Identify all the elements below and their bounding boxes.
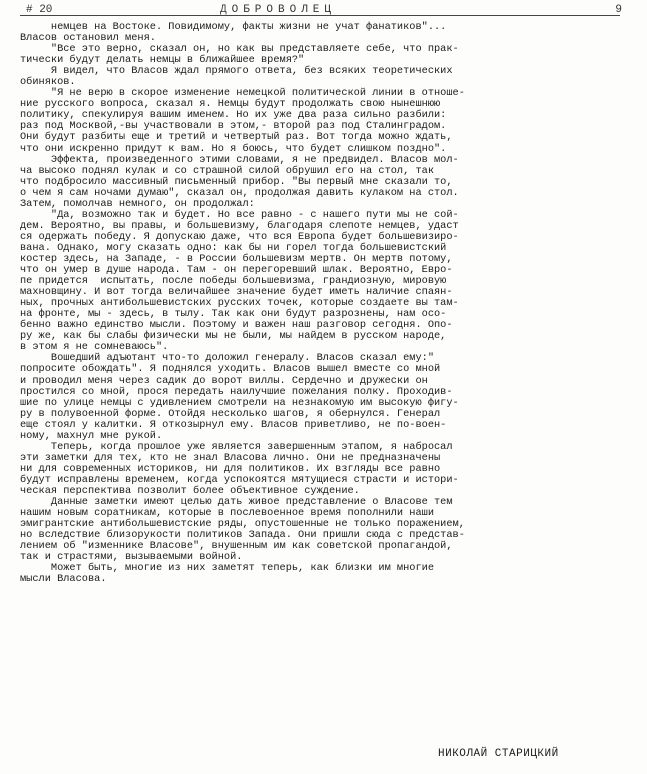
text-line: ческая перспектива позволит более объективное суждение.: [20, 484, 360, 497]
text-line: немцев на Востоке. Повидимому, факты жизни не учат фанатиков"...: [20, 21, 447, 33]
text-line: что подбросило массивный письменный прибор. "Вы первый мне сказали то,: [20, 175, 453, 188]
article-body: [20, 22, 632, 585]
text-line: эмигрантские антибольшевистские ряды, опустошенные не только поражением,: [20, 518, 465, 531]
text-line: но вследствие близорукости политиков Запада. Они пришли сюда с представ-: [20, 529, 465, 542]
text-line: тически будут делать немцы в ближайшее время?": [20, 54, 305, 67]
text-line: и проводил меня через садик до ворот виллы. Сердечно и дружески он: [20, 374, 428, 387]
text-line: Затем, помолчав немного, он продолжал:: [20, 197, 255, 210]
text-line: лением об "изменнике Власове", внушенным им как советской пропагандой,: [20, 540, 453, 553]
text-line: Теперь, когда прошлое уже является завершенным этапом, я набросал: [20, 440, 453, 453]
text-line: на фронте, мы - здесь, в тылу. Так как они будут разрознены, нам осо-: [20, 308, 447, 321]
text-line: ру в полувоенной форме. Отойдя несколько шагов, я обернулся. Генерал: [20, 407, 441, 420]
text-line: в этом я не сомневаюсь".: [20, 341, 169, 354]
text-line: Может быть, многие из них заметят теперь, как близки им многие: [20, 562, 435, 575]
text-line: шие по улице немцы с удивлением смотрели на незнакомую им высокую фигу-: [20, 396, 459, 409]
text-line: ся одержать победу. Я допускаю даже, что вся Европа будет большевизиро-: [20, 230, 459, 243]
text-line: Власов остановил меня.: [20, 32, 156, 45]
text-line: эти заметки для тех, кто не знал Власова лично. Они не предназначены: [20, 451, 441, 464]
text-line: что он умер в душе народа. Там - он перегоревший шлак. Вероятно, Евро-: [20, 264, 453, 277]
issue-number: # 20: [26, 4, 53, 16]
text-line: "Я не верю в скорое изменение немецкой политической линии в отноше-: [20, 87, 465, 100]
text-line: махновщину. И вот тогда величайшее значение будет иметь наличие спаян-: [20, 286, 453, 299]
text-line: бенно важно единство мысли. Поэтому и важен наш разговор сегодня. Опо-: [20, 319, 453, 332]
text-line: дем. Вероятно, вы правы, и большевизму, благодаря слепоте немцев, удаст: [20, 219, 459, 232]
text-line: Вошедший адъютант что-то доложил генералу. Власов сказал ему:": [20, 352, 435, 365]
text-line: политику, спекулируя вашим именем. Но их уже два раза сильно разбили:: [20, 109, 447, 122]
text-line: еще стоял у калитки. Я откозырнул ему. Власов приветливо, не по-воен-: [20, 418, 447, 431]
page-number: 9: [615, 4, 622, 16]
author-signature: НИКОЛАЙ СТАРИЦКИЙ: [438, 748, 559, 760]
text-line: попросите обождать". Я поднялся уходить. Власов вышел вместе со мной: [20, 363, 441, 376]
text-line: Они будут разбиты еще и третий и четвертый раз. Вот тогда можно ждать,: [20, 131, 453, 144]
text-line: ни для современных историков, ни для политиков. Их взгляды все равно: [20, 462, 441, 475]
header-rule: [20, 15, 620, 16]
journal-title: ДОБРОВОЛЕЦ: [220, 4, 337, 16]
text-line: костер здесь, на Западе, - в России большевизм мертв. Он мертв потому,: [20, 252, 453, 265]
text-line: мысли Власова.: [20, 573, 107, 586]
text-line: так и страстями, вызываемыми войной.: [20, 551, 243, 564]
text-line: простился со мной, прося передать наилучшие пожелания полку. Проходив-: [20, 385, 453, 398]
text-line: ному, махнул мне рукой.: [20, 429, 163, 442]
text-line: Эффекта, произведенного этими словами, я не предвидел. Власов мол-: [20, 153, 459, 166]
text-line: что они искренно придут к вам. Но я боюсь, что будет слишком поздно".: [20, 142, 447, 155]
text-line: ча высоко поднял кулак и со страшной силой обрушил его на стол, так: [20, 164, 435, 177]
text-line: обиняков.: [20, 76, 76, 89]
text-line: нашим новым соратникам, которые в послевоенное время пополнили наши: [20, 507, 435, 520]
text-line: будут исправлены временем, когда успокоятся мятущиеся страсти и истори-: [20, 473, 459, 486]
text-line: Я видел, что Власов ждал прямого ответа, без всяких теоретических: [20, 65, 453, 78]
text-line: вана. Однако, могу сказать одно: как бы ни горел тогда большевистский: [20, 241, 447, 254]
text-line: ных, прочных антибольшевистских русских точек, которые создаете вы там-: [20, 297, 459, 310]
text-line: раз под Москвой,-вы участвовали в этом,- второй раз под Сталинградом.: [20, 120, 447, 133]
text-line: ние русского вопроса, сказал я. Немцы будут продолжать свою нынешнюю: [20, 98, 441, 111]
text-line: "Все это верно, сказал он, но как вы представляете себе, что прак-: [20, 43, 459, 56]
text-line: Данные заметки имеют целью дать живое представление о Власове тем: [20, 496, 453, 509]
text-line: о чем я сам ночами думаю", сказал он, продолжая давить кулаком на стол.: [20, 186, 459, 199]
text-line: пе придется испытать, после победы большевизма, грандиозную, мировую: [20, 275, 447, 288]
text-line: ру же, как бы слабы физически мы не были, мы найдем в русском народе,: [20, 330, 447, 343]
text-line: "Да, возможно так и будет. Но все равно - с нашего пути мы не сой-: [20, 208, 459, 221]
